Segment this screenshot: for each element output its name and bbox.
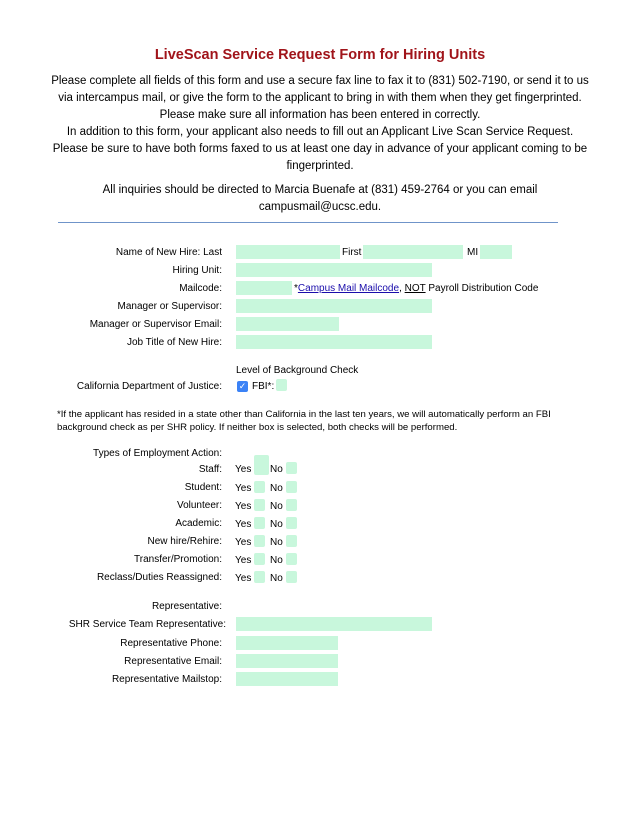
hiring-unit-input[interactable]: [236, 263, 432, 277]
transfer-no-checkbox[interactable]: [286, 553, 297, 565]
rep-mailstop-input[interactable]: [236, 672, 338, 686]
staff-yes-checkbox[interactable]: [254, 455, 269, 475]
transfer-yes-label: Yes: [235, 555, 252, 566]
mailcode-note-suffix: Payroll Distribution Code: [425, 283, 539, 294]
divider: [58, 222, 558, 223]
manager-email-input[interactable]: [236, 317, 339, 331]
volunteer-label: Volunteer:: [176, 500, 222, 511]
academic-no-checkbox[interactable]: [286, 517, 297, 529]
student-no-checkbox[interactable]: [286, 481, 297, 493]
job-title-input[interactable]: [236, 335, 432, 349]
mailcode-note-asterisk: *: [294, 283, 298, 294]
fbi-label: FBI*:: [252, 381, 275, 392]
volunteer-yes-checkbox[interactable]: [254, 499, 265, 511]
student-label: Student:: [184, 482, 222, 493]
student-no-label: No: [270, 483, 283, 494]
middle-initial-input[interactable]: [480, 245, 512, 259]
intro-instructions: Please complete all fields of this form and use a secure fax line to fax it to (831) 502-7190, or send it to us via intercampus mail, or give the form to the applicant to bring in with them when they get fingerprinted. Please make sure all information has been entered in correctly.: [51, 75, 589, 121]
manager-email-label: Manager or Supervisor Email:: [89, 319, 222, 330]
intro-applicant-request: [46, 124, 594, 141]
representative-heading: Representative:: [151, 601, 222, 612]
shr-rep-label: SHR Service Team Representative:: [68, 619, 226, 630]
student-yes-label: Yes: [235, 483, 252, 494]
rep-mailstop-label: Representative Mailstop:: [111, 674, 222, 685]
mailcode-input[interactable]: [236, 281, 292, 295]
reclass-no-label: No: [270, 573, 283, 584]
name-last-label: Name of New Hire: Last: [115, 247, 222, 258]
first-name-label: First: [342, 247, 362, 258]
new-hire-yes-label: Yes: [235, 537, 252, 548]
shr-rep-input[interactable]: [236, 617, 432, 631]
staff-yes-label: Yes: [235, 464, 252, 475]
manager-input[interactable]: [236, 299, 432, 313]
fbi-checkbox[interactable]: [276, 379, 287, 391]
staff-label: Staff:: [198, 464, 222, 475]
staff-no-checkbox[interactable]: [286, 462, 297, 474]
transfer-no-label: No: [270, 555, 283, 566]
new-hire-yes-checkbox[interactable]: [254, 535, 265, 547]
form-title: LiveScan Service Request Form for Hiring Units: [154, 47, 486, 63]
mailcode-note-separator: ,: [399, 283, 405, 294]
reclass-label: Reclass/Duties Reassigned:: [96, 572, 222, 583]
intro-applicant-prefix: In addition to this form, your applicant also needs to fill out an: [66, 126, 382, 138]
rep-email-input[interactable]: [236, 654, 338, 668]
mailcode-not: NOT: [404, 283, 426, 294]
employment-heading: Types of Employment Action:: [93, 448, 222, 459]
applicant-request-text: Applicant Live Scan Service Request: [381, 126, 570, 138]
campus-mail-mailcode-link[interactable]: Campus Mail Mailcode: [297, 283, 400, 294]
rep-phone-input[interactable]: [236, 636, 338, 650]
intro-applicant-suffix: .: [569, 126, 574, 138]
bg-check-label: Level of Background Check: [236, 365, 359, 376]
reclass-no-checkbox[interactable]: [286, 571, 297, 583]
manager-label: Manager or Supervisor:: [117, 301, 222, 312]
reclass-yes-checkbox[interactable]: [254, 571, 265, 583]
transfer-label: Transfer/Promotion:: [134, 554, 222, 565]
intro-fax-deadline: Please be sure to have both forms faxed to us at least one day in advance of your applicant coming to be fingerprinted.: [52, 143, 588, 172]
academic-yes-checkbox[interactable]: [254, 517, 265, 529]
hiring-unit-label: Hiring Unit:: [172, 265, 222, 276]
mailcode-note: [294, 283, 538, 294]
job-title-label: Job Title of New Hire:: [126, 337, 222, 348]
academic-yes-label: Yes: [235, 519, 252, 530]
mi-label: MI: [467, 247, 479, 258]
rep-email-label: Representative Email:: [124, 656, 222, 667]
volunteer-yes-label: Yes: [235, 501, 252, 512]
doj-checkbox[interactable]: ✓: [238, 381, 247, 391]
new-hire-no-label: No: [270, 537, 283, 548]
volunteer-no-checkbox[interactable]: [286, 499, 297, 511]
transfer-yes-checkbox[interactable]: [254, 553, 265, 565]
volunteer-no-label: No: [270, 501, 283, 512]
student-yes-checkbox[interactable]: [254, 481, 265, 493]
rep-phone-label: Representative Phone:: [120, 638, 222, 649]
doj-label: California Department of Justice:: [76, 381, 222, 392]
last-name-input[interactable]: [236, 245, 340, 259]
mailcode-label: Mailcode:: [179, 283, 222, 294]
fbi-note: *If the applicant has resided in a state other than California in the last ten years, we will automatically perform an FBI background check as per SHR policy. If neither box is selected, both checks will be performed.: [57, 409, 551, 433]
academic-label: Academic:: [175, 518, 222, 529]
first-name-input[interactable]: [363, 245, 463, 259]
reclass-yes-label: Yes: [235, 573, 252, 584]
intro-inquiries: All inquiries should be directed to Marcia Buenafe at (831) 459-2764 or you can email campusmail@ucsc.edu.: [102, 184, 538, 213]
new-hire-no-checkbox[interactable]: [286, 535, 297, 547]
academic-no-label: No: [270, 519, 283, 530]
staff-no-label: No: [270, 464, 283, 475]
new-hire-label: New hire/Rehire:: [147, 536, 222, 547]
